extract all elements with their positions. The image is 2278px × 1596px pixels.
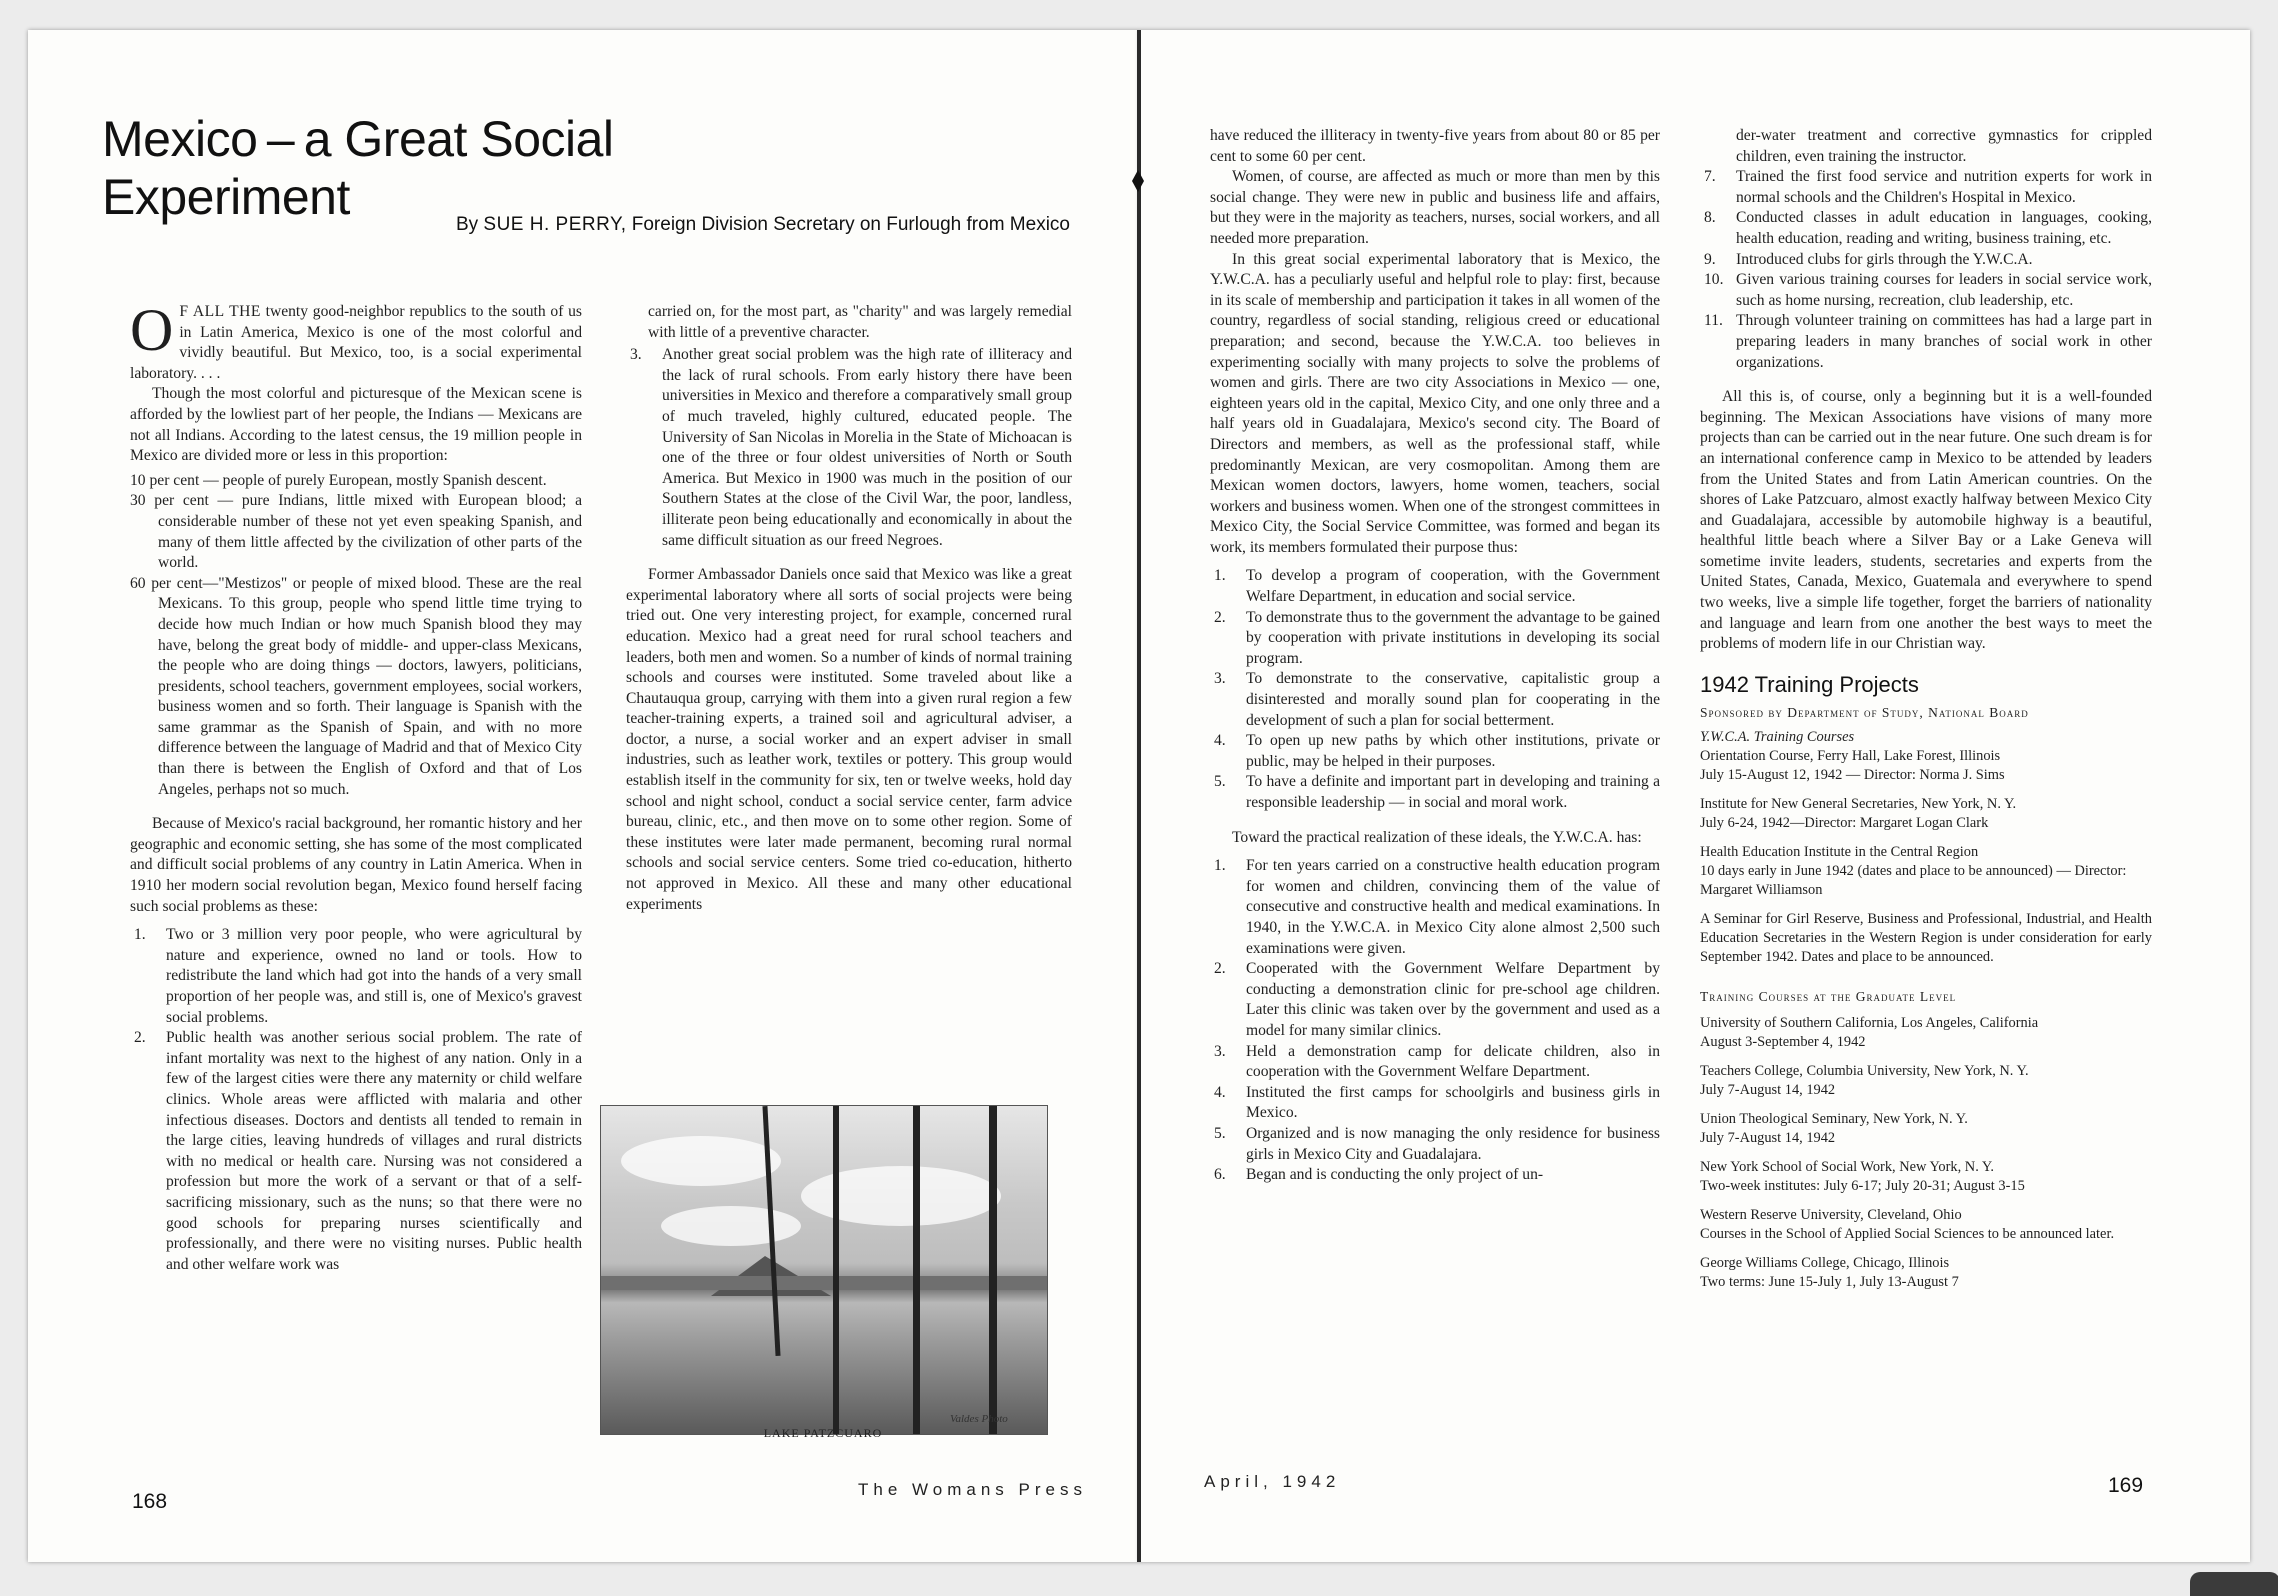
running-foot: The Womans Press <box>858 1480 1087 1499</box>
list-text: Trained the first food service and nutrition experts for work in normal schools and the Children's Hospital in Mexico. <box>1736 168 2152 206</box>
population-list <box>130 471 582 801</box>
list-item <box>1210 731 1660 772</box>
entry-line: Union Theological Seminary, New York, N. Y. <box>1700 1110 1968 1127</box>
list-item <box>1210 1042 1660 1083</box>
list-number: 9. <box>1704 250 1716 268</box>
list-number: 5. <box>1214 773 1226 791</box>
list-text: Organized and is now managing the only residence for business girls in Mexico City and Guadalajara. <box>1246 1124 1660 1163</box>
list-number: 5. <box>1214 1124 1226 1142</box>
paragraph: der-water treatment and corrective gymnastics for crippled children, even training the instructor. <box>1736 127 2152 165</box>
right-column-2 <box>1700 126 2152 1292</box>
list-item <box>1700 250 2152 271</box>
left-column-2 <box>626 302 1072 915</box>
training-entry <box>1700 1206 2152 1244</box>
training-entry <box>1700 910 2152 967</box>
list-number: 2. <box>1214 608 1226 626</box>
entry-line: George Williams College, Chicago, Illinois <box>1700 1254 1950 1271</box>
entry-line: Teachers College, Columbia University, New York, N. Y. <box>1700 1062 2029 1079</box>
entry-line: Health Education Institute in the Central Region <box>1700 844 1979 861</box>
lead-text: twenty good-neighbor republics to the south of us in Latin America, Mexico is one of the most colorful and vividly beautiful. But Mexico, too, is a social experimental laboratory. . . . <box>130 303 582 382</box>
training-entry <box>1700 1110 2152 1148</box>
list-number: 10. <box>1704 271 1724 289</box>
list-number: 1. <box>1214 857 1226 875</box>
lead-caps: F ALL THE <box>179 303 261 320</box>
training-entry <box>1700 1014 2152 1052</box>
training-entry <box>1700 728 2152 785</box>
list-item <box>130 925 582 1028</box>
list-text: Through volunteer training on committees has had a large part in preparing leaders in many branches of social work in other organizations. <box>1736 312 2152 371</box>
ywca-courses-heading: Y.W.C.A. Training Courses <box>1700 729 1855 746</box>
paragraph: Toward the practical realization of these ideals, the Y.W.C.A. has: <box>1232 828 1642 846</box>
entry-line: July 7-August 14, 1942 <box>1700 1081 1836 1098</box>
entry-line: 10 days early in June 1942 (dates and place to be announced) — Director: Margaret Williamson <box>1700 863 2127 899</box>
left-column-1 <box>130 297 582 1275</box>
achievement-list <box>1210 856 1660 1186</box>
paragraph: In this great social experimental laboratory that is Mexico, the Y.W.C.A. has a peculiarly useful and helpful role to play: first, because in its scale of membership and participation it takes in all women of the country, regardless of social standing, religious creed or educational preparation; and second, because the Y.W.C.A. too believes in experimenting socially with many projects to solve the problems of women and girls. There are two city Associations in Mexico — one, eighteen years old in the capital, Mexico City, and one only three and a half years old in Guadalajara, Mexico's second city. The Board of Directors and members, as well as the professional staff, while predominantly Mexican, are very cosmopolitan. Among them are Mexican women doctors, lawyers, home women, teachers, social workers and business women. When one of the strongest committees in Mexico City, the Social Service Committee, was formed and began its work, its members formulated their purpose thus: <box>1210 250 1660 556</box>
purpose-list <box>1210 566 1660 813</box>
training-entry <box>1700 1158 2152 1196</box>
entry-line: Western Reserve University, Cleveland, Ohio <box>1700 1206 1962 1223</box>
list-text: Began and is conducting the only project of un- <box>1246 1166 1544 1184</box>
entry-line: Two terms: June 15-July 1, July 13-August 7 <box>1700 1273 1959 1290</box>
list-text: For ten years carried on a constructive health education program for women and children, convincing them of the value of consecutive and constructive health and medical examinations. In 1940, in the Y.W.C.A. in Mexico City alone almost 2,500 such examinations were given. <box>1246 857 1660 957</box>
population-item: 10 per cent — people of purely European, mostly Spanish descent. <box>130 471 547 489</box>
paragraph: have reduced the illiteracy in twenty-five years from about 80 or 85 per cent to some 60 per cent. <box>1210 127 1660 165</box>
byline-prefix: By <box>455 214 484 235</box>
list-item <box>1700 270 2152 311</box>
list-number: 6. <box>1214 1166 1226 1184</box>
paragraph: Former Ambassador Daniels once said that Mexico was like a great experimental laboratory where all sorts of social projects were being tried out. One very interesting project, for example, concerned rural education. Mexico had a great need for rural school teachers and leaders, both men and women. So a number of kinds of normal training schools and courses were instituted. Some traveled about like a Chautauqua group, carrying with them into a given rural region a few teacher-training experts, a trained soil and agricultural adviser, a doctor, a nurse, a social worker and an expert adviser in small industries, such as leather work, textiles or pottery. This group would establish itself in the community for six, ten or twelve weeks, hold day school and night school, conduct a social service center, farm advice bureau, clinic, etc., and then move on to some other region. Some of these institutes were later made permanent, becoming rural normal schools and social service centers. Some tried co-education, hitherto not approved in Mexico. All these and many other educational experiments <box>626 566 1072 913</box>
population-item: 30 per cent — pure Indians, little mixed with European blood; a considerable number of these not yet even speaking Spanish, and many of them little affected by the civilization of other parts of the world. <box>130 492 582 572</box>
drop-cap: O <box>130 297 174 363</box>
list-text: Two or 3 million very poor people, who were agricultural by nature and experience, owned no land or tools. How to redistribute the land which had got into the hands of a very small proportion of her people was, and still is, one of Mexico's gravest social problems. <box>166 926 582 1026</box>
list-text: To demonstrate thus to the government the advantage to be gained by cooperation with private institutions in developing its social program. <box>1246 608 1660 667</box>
list-text: To have a definite and important part in developing and training a responsible leadership — in social and moral work. <box>1246 773 1660 811</box>
list-text: Held a demonstration camp for delicate children, also in cooperation with the Government Welfare Department. <box>1246 1042 1660 1081</box>
right-column-1 <box>1210 126 1660 1186</box>
page-number-right: 169 <box>2108 1474 2144 1497</box>
list-text: To demonstrate to the conservative, capitalistic group a disinterested and morally sound plan for cooperating in the development of such a plan for social betterment. <box>1246 670 1660 729</box>
paragraph: Though the most colorful and picturesque of the Mexican scene is afforded by the lowliest part of her people, the Indians — Mexicans are not all Indians. According to the latest census, the 19 million people in Mexico are divided more or less in this proportion: <box>130 385 582 465</box>
entry-line: July 6-24, 1942—Director: Margaret Logan Clark <box>1700 815 1989 832</box>
list-item <box>130 1028 582 1275</box>
byline-role: Foreign Division Secretary on Furlough from Mexico <box>626 214 1070 235</box>
training-entry <box>1700 1062 2152 1100</box>
list-number: 1. <box>134 926 146 944</box>
list-item <box>1700 167 2152 208</box>
list-text: To develop a program of cooperation, with the Government Welfare Department, in education and social service. <box>1246 567 1660 606</box>
paragraph: carried on, for the most part, as "charity" and was largely remedial with little of a preventive character. <box>648 303 1072 341</box>
graduate-heading: Training Courses at the Graduate Level <box>1700 989 1957 1005</box>
list-number: 7. <box>1704 168 1716 186</box>
paragraph: Because of Mexico's racial background, her romantic history and her geographic and economic setting, she has some of the most complicated and difficult social problems of any country in Latin America. When in 1910 her modern social revolution began, Mexico found herself facing such social problems as these: <box>130 815 582 915</box>
list-number: 3. <box>1214 1042 1226 1060</box>
list-item <box>1210 1124 1660 1165</box>
achievement-list <box>1700 167 2152 373</box>
list-item <box>1210 959 1660 1041</box>
byline <box>340 214 1070 236</box>
list-item <box>1210 669 1660 731</box>
lead-paragraph <box>130 297 582 384</box>
problem-list <box>626 345 1072 551</box>
list-text: Public health was another serious social problem. The rate of infant mortality was next to the highest of any nation. Only in a few of the largest cities were there any maternity or child welfare clinics. Whole areas were afflicted with malaria and other infectious diseases. Doctors and dentists all tended to remain in the large cities, leaving hundreds of villages and rural districts with no medical or health care. Nursing was not considered a profession but more the work of a servant or that of a self-sacrificing missionary, such as the nuns; so that there were no good schools for preparing nurses scientifically and professionally, and there were no visiting nurses. Public health and other welfare work was <box>166 1029 582 1273</box>
list-number: 11. <box>1704 312 1723 330</box>
list-text: Instituted the first camps for schoolgirls and business girls in Mexico. <box>1246 1083 1660 1122</box>
entry-line: Institute for New General Secretaries, New York, N. Y. <box>1700 796 2017 813</box>
list-number: 3. <box>630 346 642 364</box>
entry-line: Courses in the School of Applied Social Sciences to be announced later. <box>1700 1225 2115 1242</box>
article-title: Mexico – a Great Social Experiment <box>102 111 614 225</box>
list-item <box>626 345 1072 551</box>
lake-photo <box>600 1105 1048 1435</box>
list-item <box>1210 608 1660 670</box>
sponsor-line: Sponsored by Department of Study, National Board <box>1700 705 2029 721</box>
training-heading: 1942 Training Projects <box>1700 671 1919 697</box>
running-head: April, 1942 <box>1204 1472 1341 1491</box>
list-item <box>1210 566 1660 607</box>
photo-credit: Valdes Photo <box>950 1413 1008 1425</box>
list-item <box>1210 772 1660 813</box>
paragraph: Women, of course, are affected as much or more than men by this social change. They were new in public and business life and affairs, but they were in the majority as teachers, nurses, social workers, and all needed more preparation. <box>1210 168 1660 247</box>
photo-caption: LAKE PATZCUARO <box>763 1426 883 1440</box>
entry-line: July 7-August 14, 1942 <box>1700 1129 1836 1146</box>
training-entry <box>1700 795 2152 833</box>
viewer-corner-handle[interactable] <box>2190 1572 2278 1596</box>
list-number: 3. <box>1214 670 1226 688</box>
entry-line: New York School of Social Work, New York, N. Y. <box>1700 1158 1994 1175</box>
entry-line: A Seminar for Girl Reserve, Business and Professional, Industrial, and Health Education Secretaries in the Western Region is under consideration for early September 1942. Dates and place to be announced. <box>1700 911 2152 966</box>
population-item: 60 per cent—"Mestizos" or people of mixed blood. These are the real Mexicans. To this group, people who spend little time trying to decide how much Indian or how much Spanish blood they may have, belong the great body of middle- and upper-class Mexicans, the people who are doing things — doctors, lawyers, politicians, presidents, school teachers, government employees, social workers, business women and so forth. Their language is Spanish with the same grammar as the Spanish of Spain, and with no more difference between the language of Madrid and that of Mexico City than there is between the English of Oxford and that of Los Angeles, perhaps not so much. <box>130 574 582 798</box>
entry-line: July 15-August 12, 1942 — Director: Norma J. Sims <box>1700 767 2005 784</box>
entry-line: University of Southern California, Los Angeles, California <box>1700 1014 2039 1031</box>
paragraph: All this is, of course, only a beginning but it is a well-founded beginning. The Mexican Associations have visions of many more projects than can be carried out in the near future. One such dream is for an international conference camp in Mexico to be attended by leaders from the United States and from Latin American countries. On the shores of Lake Patzcuaro, almost exactly halfway between Mexico City and Guadalajara, accessible by automobile highway is a beautiful, healthful little beach where a Silver Bay or a Lake Geneva will sometime invite leaders, students, secretaries and experts from the United States, Canada, Mexico, Guatemala and everywhere to spend two weeks, live a simple life together, forget the barriers of nationality and language and learn from one another the best ways to meet the problems of modern life in our Christian way. <box>1700 388 2152 653</box>
byline-author: SUE H. PERRY, <box>483 214 627 235</box>
book-gutter <box>1137 30 1141 1562</box>
list-text: Given various training courses for leaders in social service work, such as home nursing, recreation, club leadership, etc. <box>1736 271 2152 309</box>
problem-list <box>130 925 582 1275</box>
list-text: Another great social problem was the high rate of illiteracy and the lack of rural schools. From early history there have been universities in Mexico and therefore a comparatively small group of much traveled, highly cultured, educated people. The University of San Nicolas in Morelia in the State of Michoacan is one of the three or four oldest universities of North or South America. But Mexico in 1900 was much in the position of our Southern States at the close of the Civil War, the poor, landless, illiterate peon being educationally and economically in about the same difficult situation as our freed Negroes. <box>662 346 1072 549</box>
list-item <box>1700 311 2152 373</box>
list-text: Cooperated with the Government Welfare Department by conducting a demonstration clinic for pre-school age children. Later this clinic was taken over by the government and used as a model for many similar clinics. <box>1246 960 1660 1039</box>
list-text: To open up new paths by which other institutions, private or public, may be helped in their purposes. <box>1246 732 1660 770</box>
list-item <box>1210 1165 1660 1186</box>
page-number-left: 168 <box>132 1490 168 1513</box>
list-text: Conducted classes in adult education in languages, cooking, health education, reading and writing, business training, etc. <box>1736 209 2152 247</box>
list-item <box>1700 208 2152 249</box>
list-number: 2. <box>1214 960 1226 978</box>
list-number: 2. <box>134 1029 146 1047</box>
list-number: 4. <box>1214 732 1226 750</box>
list-number: 8. <box>1704 209 1716 227</box>
list-number: 1. <box>1214 567 1226 585</box>
entry-line: August 3-September 4, 1942 <box>1700 1033 1866 1050</box>
list-number: 4. <box>1214 1083 1226 1101</box>
list-item <box>1210 1083 1660 1124</box>
training-entry <box>1700 843 2152 900</box>
list-item <box>1210 856 1660 959</box>
entry-line: Two-week institutes: July 6-17; July 20-31; August 3-15 <box>1700 1177 2025 1194</box>
training-entry <box>1700 1254 2152 1292</box>
list-text: Introduced clubs for girls through the Y.W.C.A. <box>1736 250 2033 268</box>
entry-line: Orientation Course, Ferry Hall, Lake Forest, Illinois <box>1700 748 2001 765</box>
